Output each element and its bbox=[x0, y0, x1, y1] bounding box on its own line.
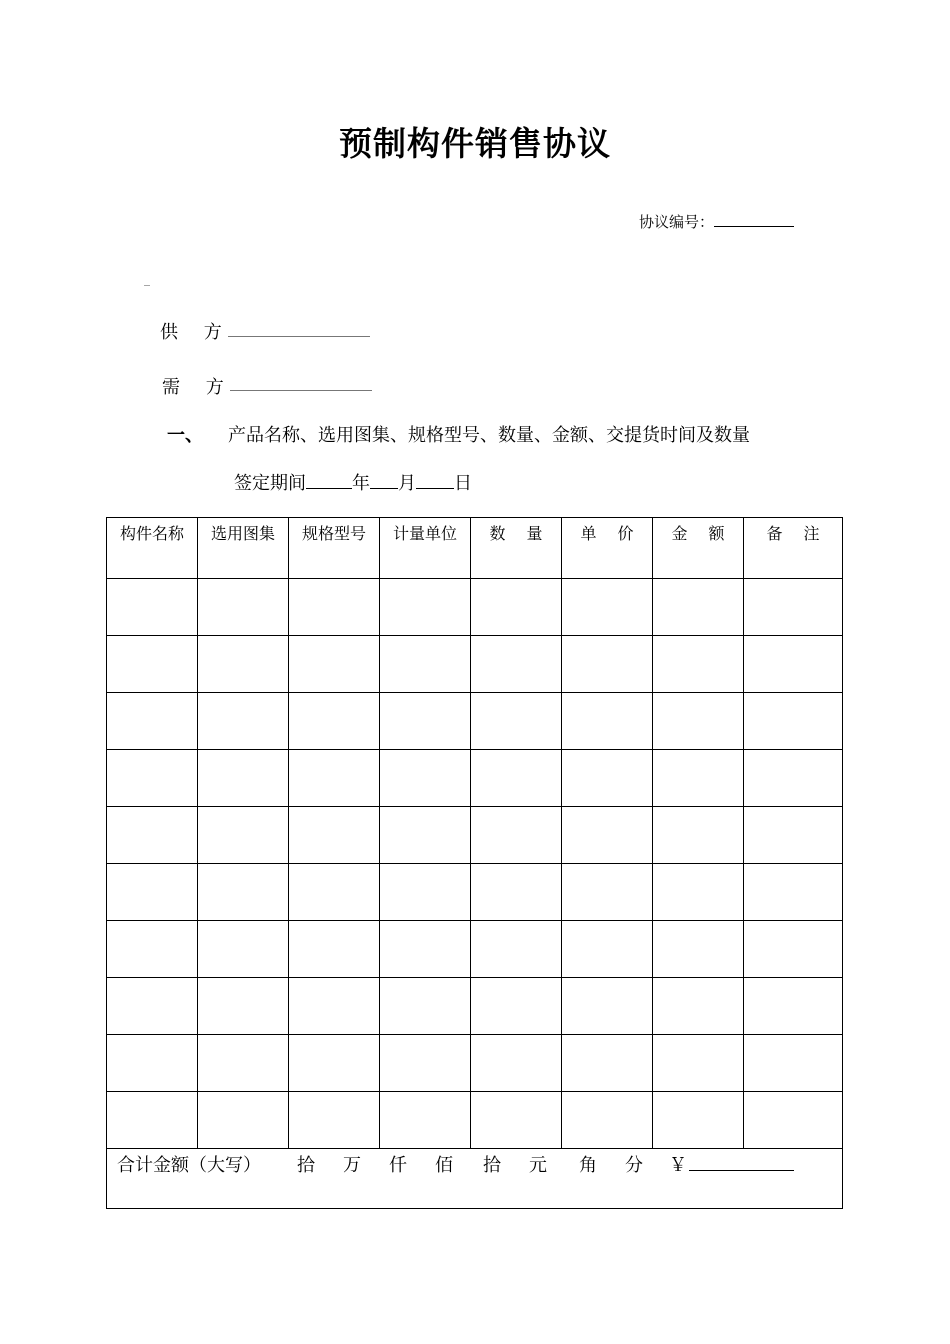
signing-period-label: 签定期间 bbox=[234, 473, 306, 494]
table-cell[interactable] bbox=[198, 978, 289, 1035]
table-cell[interactable] bbox=[380, 693, 471, 750]
table-cell[interactable] bbox=[380, 864, 471, 921]
table-cell[interactable] bbox=[380, 1092, 471, 1149]
yen-amount-blank[interactable] bbox=[689, 1154, 794, 1171]
header-cell: 计量单位 bbox=[380, 518, 471, 579]
table-cell[interactable] bbox=[653, 579, 744, 636]
table-cell[interactable] bbox=[380, 579, 471, 636]
day-blank[interactable] bbox=[416, 474, 454, 489]
table-cell[interactable] bbox=[653, 1092, 744, 1149]
unit-yuan: 元 bbox=[529, 1155, 547, 1176]
table-cell[interactable] bbox=[471, 636, 562, 693]
table-cell[interactable] bbox=[107, 750, 198, 807]
table-cell[interactable] bbox=[289, 636, 380, 693]
unit-fen: 分 bbox=[625, 1155, 643, 1176]
table-cell[interactable] bbox=[744, 750, 843, 807]
table-cell[interactable] bbox=[107, 1035, 198, 1092]
table-cell[interactable] bbox=[289, 864, 380, 921]
table-cell[interactable] bbox=[107, 693, 198, 750]
section-number: 一、 bbox=[167, 425, 203, 446]
agreement-number-label: 协议编号： bbox=[639, 213, 715, 231]
table-cell[interactable] bbox=[198, 1035, 289, 1092]
buyer-label: 需 方 bbox=[162, 377, 234, 398]
table-cell[interactable] bbox=[562, 693, 653, 750]
agreement-number-blank[interactable] bbox=[714, 214, 794, 227]
unit-bai: 佰 bbox=[435, 1155, 453, 1176]
table-row bbox=[107, 693, 843, 750]
table-cell[interactable] bbox=[562, 750, 653, 807]
table-cell[interactable] bbox=[471, 693, 562, 750]
table-row bbox=[107, 864, 843, 921]
table-cell[interactable] bbox=[107, 864, 198, 921]
table-cell[interactable] bbox=[380, 807, 471, 864]
table-cell[interactable] bbox=[198, 1092, 289, 1149]
table-cell[interactable] bbox=[562, 636, 653, 693]
table-cell[interactable] bbox=[653, 921, 744, 978]
table-cell[interactable] bbox=[562, 1035, 653, 1092]
yen-symbol: ￥ bbox=[669, 1155, 687, 1176]
stray-mark: _ bbox=[144, 272, 150, 286]
table-cell[interactable] bbox=[380, 978, 471, 1035]
header-cell: 构件名称 bbox=[107, 518, 198, 579]
table-cell[interactable] bbox=[380, 1035, 471, 1092]
header-cell: 备 注 bbox=[744, 518, 843, 579]
table-cell[interactable] bbox=[562, 921, 653, 978]
document-title: 预制构件销售协议 bbox=[339, 124, 611, 163]
table-cell[interactable] bbox=[653, 636, 744, 693]
table-cell[interactable] bbox=[744, 579, 843, 636]
table-cell[interactable] bbox=[471, 921, 562, 978]
table-cell[interactable] bbox=[562, 978, 653, 1035]
table-cell[interactable] bbox=[289, 579, 380, 636]
table-cell[interactable] bbox=[562, 864, 653, 921]
unit-wan: 万 bbox=[343, 1155, 361, 1176]
table-cell[interactable] bbox=[471, 864, 562, 921]
table-cell[interactable] bbox=[653, 750, 744, 807]
header-cell: 单 价 bbox=[562, 518, 653, 579]
table-row bbox=[107, 579, 843, 636]
table-cell[interactable] bbox=[744, 636, 843, 693]
table-cell[interactable] bbox=[471, 978, 562, 1035]
table-cell[interactable] bbox=[289, 921, 380, 978]
total-cell bbox=[107, 1149, 843, 1209]
table-row bbox=[107, 978, 843, 1035]
section-text: 产品名称、选用图集、规格型号、数量、金额、交提货时间及数量 bbox=[228, 425, 750, 446]
supplier-blank[interactable] bbox=[228, 336, 370, 337]
table-cell[interactable] bbox=[562, 579, 653, 636]
table-cell[interactable] bbox=[744, 921, 843, 978]
table-cell[interactable] bbox=[289, 807, 380, 864]
table-cell[interactable] bbox=[198, 693, 289, 750]
buyer-blank[interactable] bbox=[230, 390, 372, 391]
agreement-number bbox=[639, 211, 794, 232]
table-cell[interactable] bbox=[471, 807, 562, 864]
table-cell[interactable] bbox=[744, 807, 843, 864]
table-cell[interactable] bbox=[653, 978, 744, 1035]
table-row bbox=[107, 750, 843, 807]
month-blank[interactable] bbox=[370, 474, 398, 489]
header-cell: 金 额 bbox=[653, 518, 744, 579]
table-cell[interactable] bbox=[471, 750, 562, 807]
unit-jiao: 角 bbox=[579, 1155, 597, 1176]
year-label: 年 bbox=[352, 473, 370, 494]
year-blank[interactable] bbox=[306, 474, 352, 489]
table-cell[interactable] bbox=[471, 1092, 562, 1149]
table-row bbox=[107, 921, 843, 978]
table-row bbox=[107, 1035, 843, 1092]
table-cell[interactable] bbox=[289, 693, 380, 750]
table-cell[interactable] bbox=[107, 636, 198, 693]
table-cell[interactable] bbox=[198, 864, 289, 921]
table-cell[interactable] bbox=[653, 864, 744, 921]
table-cell[interactable] bbox=[744, 693, 843, 750]
table-cell[interactable] bbox=[744, 1035, 843, 1092]
table-header-row bbox=[107, 518, 843, 579]
table-cell[interactable] bbox=[198, 807, 289, 864]
table-cell[interactable] bbox=[653, 807, 744, 864]
table-cell[interactable] bbox=[471, 579, 562, 636]
header-cell: 规格型号 bbox=[289, 518, 380, 579]
unit-shi-wan: 拾 bbox=[297, 1155, 315, 1176]
table-cell[interactable] bbox=[289, 750, 380, 807]
table-cell[interactable] bbox=[198, 750, 289, 807]
total-row bbox=[107, 1149, 843, 1209]
table-cell[interactable] bbox=[471, 1035, 562, 1092]
table-cell[interactable] bbox=[289, 978, 380, 1035]
total-label: 合计金额（大写） bbox=[117, 1155, 261, 1176]
table-cell[interactable] bbox=[107, 978, 198, 1035]
table-cell[interactable] bbox=[653, 693, 744, 750]
table-cell[interactable] bbox=[289, 1035, 380, 1092]
unit-shi: 拾 bbox=[483, 1155, 501, 1176]
table-cell[interactable] bbox=[744, 864, 843, 921]
signing-period bbox=[234, 469, 472, 495]
table-cell[interactable] bbox=[198, 921, 289, 978]
table-cell[interactable] bbox=[653, 1035, 744, 1092]
header-cell: 数 量 bbox=[471, 518, 562, 579]
supplier-label: 供 方 bbox=[160, 322, 232, 343]
supplier-row bbox=[160, 318, 232, 344]
table-row bbox=[107, 636, 843, 693]
table-cell[interactable] bbox=[562, 1092, 653, 1149]
table-cell[interactable] bbox=[380, 636, 471, 693]
table-cell[interactable] bbox=[744, 1092, 843, 1149]
table-cell[interactable] bbox=[744, 978, 843, 1035]
buyer-row bbox=[162, 373, 234, 399]
unit-qian: 仟 bbox=[389, 1155, 407, 1176]
table-body bbox=[107, 579, 843, 1149]
table-row bbox=[107, 807, 843, 864]
table-cell[interactable] bbox=[107, 807, 198, 864]
product-table bbox=[106, 517, 843, 1209]
table-row bbox=[107, 1092, 843, 1149]
table-cell[interactable] bbox=[380, 750, 471, 807]
month-label: 月 bbox=[398, 473, 416, 494]
day-label: 日 bbox=[454, 473, 472, 494]
table-cell[interactable] bbox=[562, 807, 653, 864]
table-cell[interactable] bbox=[107, 579, 198, 636]
table-cell[interactable] bbox=[198, 636, 289, 693]
table-cell[interactable] bbox=[289, 1092, 380, 1149]
table-cell[interactable] bbox=[107, 1092, 198, 1149]
table-cell[interactable] bbox=[107, 921, 198, 978]
table-cell[interactable] bbox=[380, 921, 471, 978]
table-cell[interactable] bbox=[198, 579, 289, 636]
header-cell: 选用图集 bbox=[198, 518, 289, 579]
